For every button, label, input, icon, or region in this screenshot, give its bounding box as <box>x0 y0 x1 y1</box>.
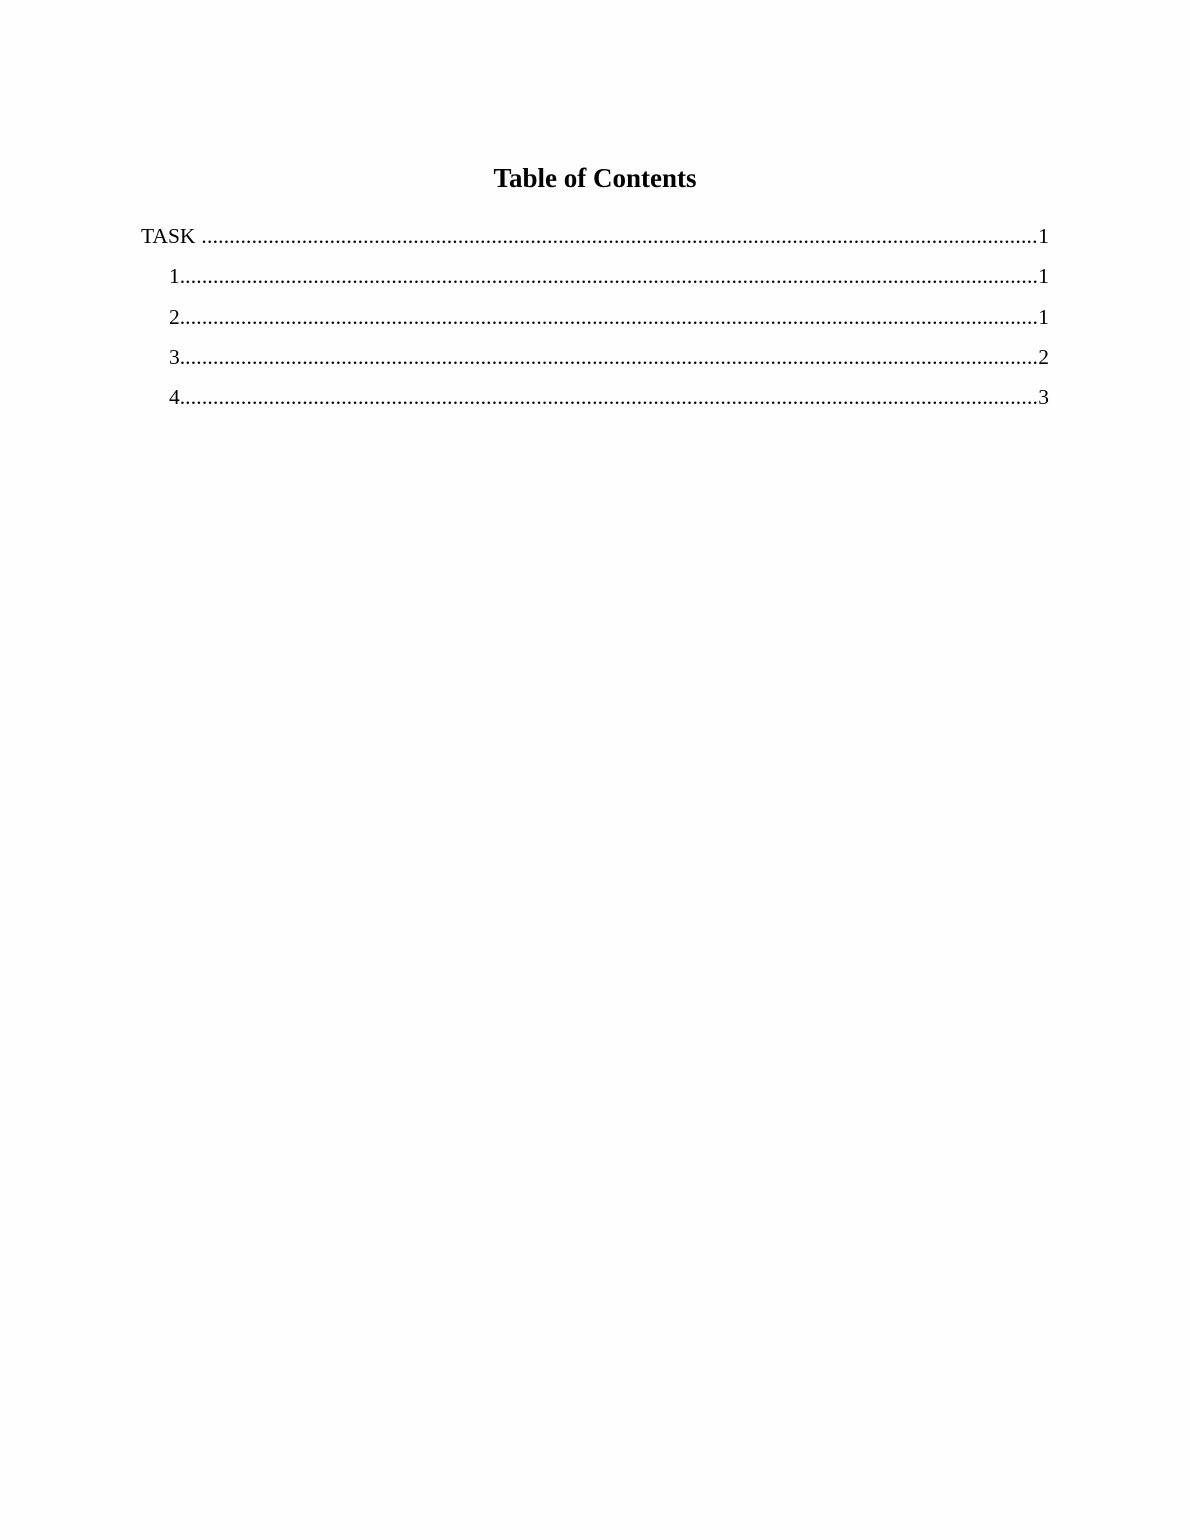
toc-page-number: 1 <box>1038 224 1049 248</box>
toc-entry-1[interactable] <box>141 260 1049 300</box>
toc-entry-3[interactable] <box>141 341 1049 381</box>
toc-page-number: 1 <box>1038 264 1049 289</box>
toc-dot-leader <box>185 381 1038 413</box>
toc-page-number: 1 <box>1038 304 1049 329</box>
toc-entry-label: TASK <box>141 224 196 248</box>
toc-entry-label: 1. <box>169 264 186 289</box>
toc-entry-label: 4. <box>169 385 186 410</box>
toc-page-number: 2 <box>1038 344 1049 369</box>
toc-list <box>141 220 1049 421</box>
toc-entry-label: 2. <box>169 304 186 329</box>
toc-entry-4[interactable] <box>141 381 1049 421</box>
toc-title: Table of Contents <box>493 163 697 193</box>
toc-dot-leader <box>185 260 1038 292</box>
toc-dot-leader <box>185 341 1038 373</box>
toc-entry-label: 3. <box>169 344 186 369</box>
toc-page-number: 3 <box>1038 385 1049 410</box>
toc-dot-leader <box>185 301 1038 333</box>
toc-dot-leader <box>201 220 1038 252</box>
toc-entry-2[interactable] <box>141 301 1049 341</box>
toc-entry-task[interactable] <box>141 220 1049 260</box>
